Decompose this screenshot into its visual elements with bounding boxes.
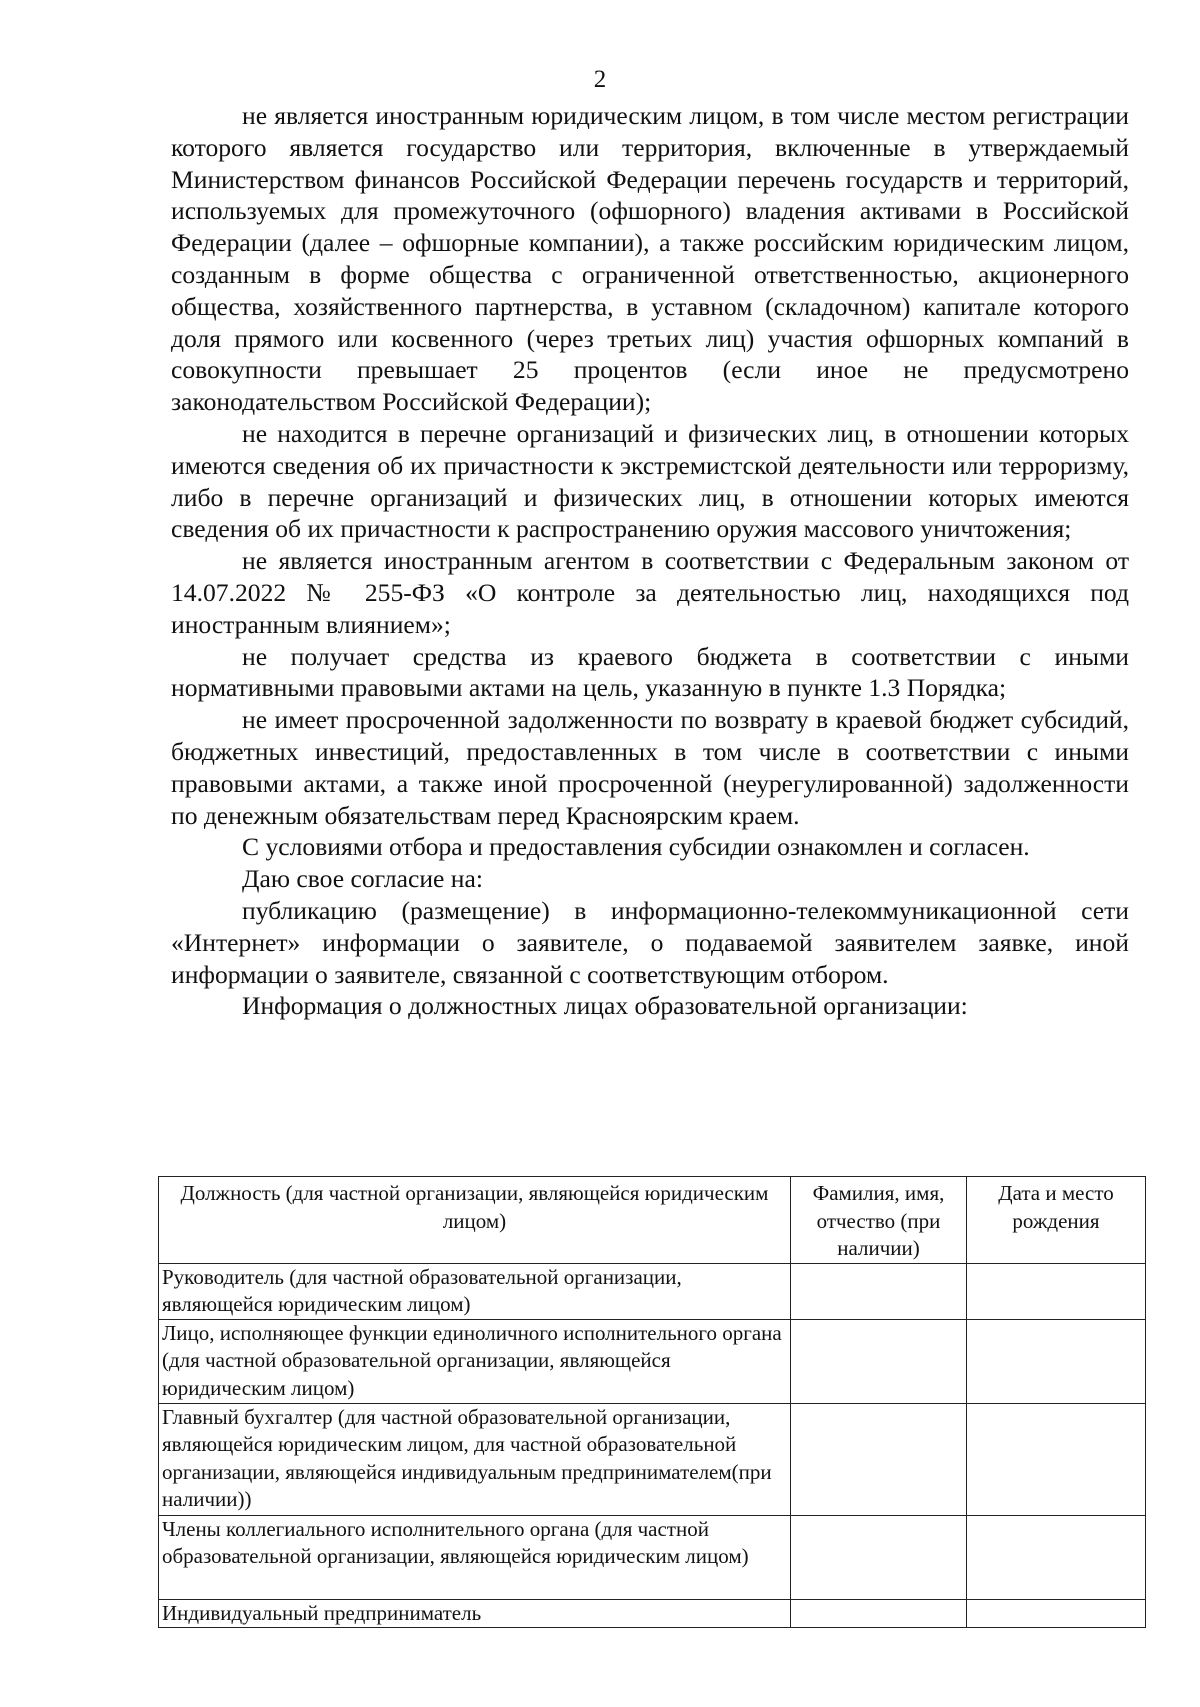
header-position: Должность (для частной организации, являющейся юридическим лицом) bbox=[159, 1177, 791, 1264]
full-name-cell bbox=[791, 1319, 967, 1403]
position-cell: Индивидуальный предприниматель bbox=[159, 1599, 791, 1628]
paragraph-no-overdue-debt: не имеет просроченной задолженности по возврату в краевой бюджет субсидий, бюджетных инвестиций, предоставленных в том числе в соответствии с иными правовыми актами, а также иной просроченной (неурегулированной) задолженности по денежным обязательствам перед Красноярским краем. bbox=[171, 705, 1129, 830]
paragraph-not-foreign-entity: не является иностранным юридическим лицом, в том числе местом регистрации которого является государство или территория, включенные в утверждаемый Министерством финансов Российской Федерации перечень государств и территорий, используемых для промежуточного (офшорного) владения активами в Российской Федерации (далее – офшорные компании), а также российским юридическим лицом, созданным в форме общества с ограниченной ответственностью, акционерного общества, хозяйственного партнерства, в уставном (складочном) капитале которого доля прямого или косвенного (через третьих лиц) участия офшорных компаний в совокупности превышает 25 процентов (если иное не предусмотрено законодательством Российской Федерации); bbox=[171, 101, 1129, 417]
birth-cell bbox=[967, 1403, 1146, 1515]
paragraph-not-foreign-agent: не является иностранным агентом в соответствии с Федеральным законом от 14.07.2022 № 255-ФЗ «О контроле за деятельностью лиц, находящихся под иностранным влиянием»; bbox=[171, 546, 1129, 639]
paragraph-conditions-acknowledged: С условиями отбора и предоставления субсидии ознакомлен и согласен. bbox=[242, 832, 1030, 862]
full-name-cell bbox=[791, 1263, 967, 1319]
header-full-name: Фамилия, имя, отчество (при наличии) bbox=[791, 1177, 967, 1264]
position-cell: Лицо, исполняющее функции единоличного исполнительного органа (для частной образовательной организации, являющейся юридическим лицом) bbox=[159, 1319, 791, 1403]
table-row bbox=[159, 1263, 1146, 1319]
position-cell: Главный бухгалтер (для частной образовательной организации, являющейся юридическим лицом, для частной образовательной организации, являющейся индивидуальным предпринимателем(при наличии)) bbox=[159, 1403, 791, 1515]
birth-cell bbox=[967, 1319, 1146, 1403]
birth-cell bbox=[967, 1263, 1146, 1319]
table-row bbox=[159, 1319, 1146, 1403]
table-row bbox=[159, 1403, 1146, 1515]
officials-table bbox=[158, 1176, 1146, 1628]
birth-cell bbox=[967, 1515, 1146, 1599]
position-cell: Члены коллегиального исполнительного органа (для частной образовательной организации, являющейся юридическим лицом) bbox=[159, 1515, 791, 1599]
paragraph-consent-intro: Даю свое согласие на: bbox=[242, 864, 483, 894]
full-name-cell bbox=[791, 1403, 967, 1515]
table-row bbox=[159, 1599, 1146, 1628]
paragraph-not-in-extremism-list: не находится в перечне организаций и физических лиц, в отношении которых имеются сведения об их причастности к экстремистской деятельности или терроризму, либо в перечне организаций и физических лиц, в отношении которых имеются сведения об их причастности к распространению оружия массового уничтожения; bbox=[171, 418, 1129, 544]
position-cell: Руководитель (для частной образовательной организации, являющейся юридическим лицом) bbox=[159, 1263, 791, 1319]
paragraph-no-other-budget-funds: не получает средства из краевого бюджета в соответствии с иными нормативными правовыми актами на цель, указанную в пункте 1.3 Порядка; bbox=[171, 641, 1129, 703]
header-birth-date-place: Дата и место рождения bbox=[967, 1177, 1146, 1264]
paragraph-publication-consent: публикацию (размещение) в информационно-телекоммуникационной сети «Интернет» информации о заявителе, о подаваемой заявителем заявке, иной информации о заявителе, связанной с соответствующим отбором. bbox=[171, 895, 1129, 989]
page-number: 2 bbox=[593, 66, 607, 93]
paragraph-officials-info-title: Информация о должностных лицах образовательной организации: bbox=[242, 991, 968, 1021]
birth-cell bbox=[967, 1599, 1146, 1628]
table-header-row bbox=[159, 1177, 1146, 1264]
document-body bbox=[171, 100, 1129, 1022]
table-row bbox=[159, 1515, 1146, 1599]
full-name-cell bbox=[791, 1515, 967, 1599]
full-name-cell bbox=[791, 1599, 967, 1628]
